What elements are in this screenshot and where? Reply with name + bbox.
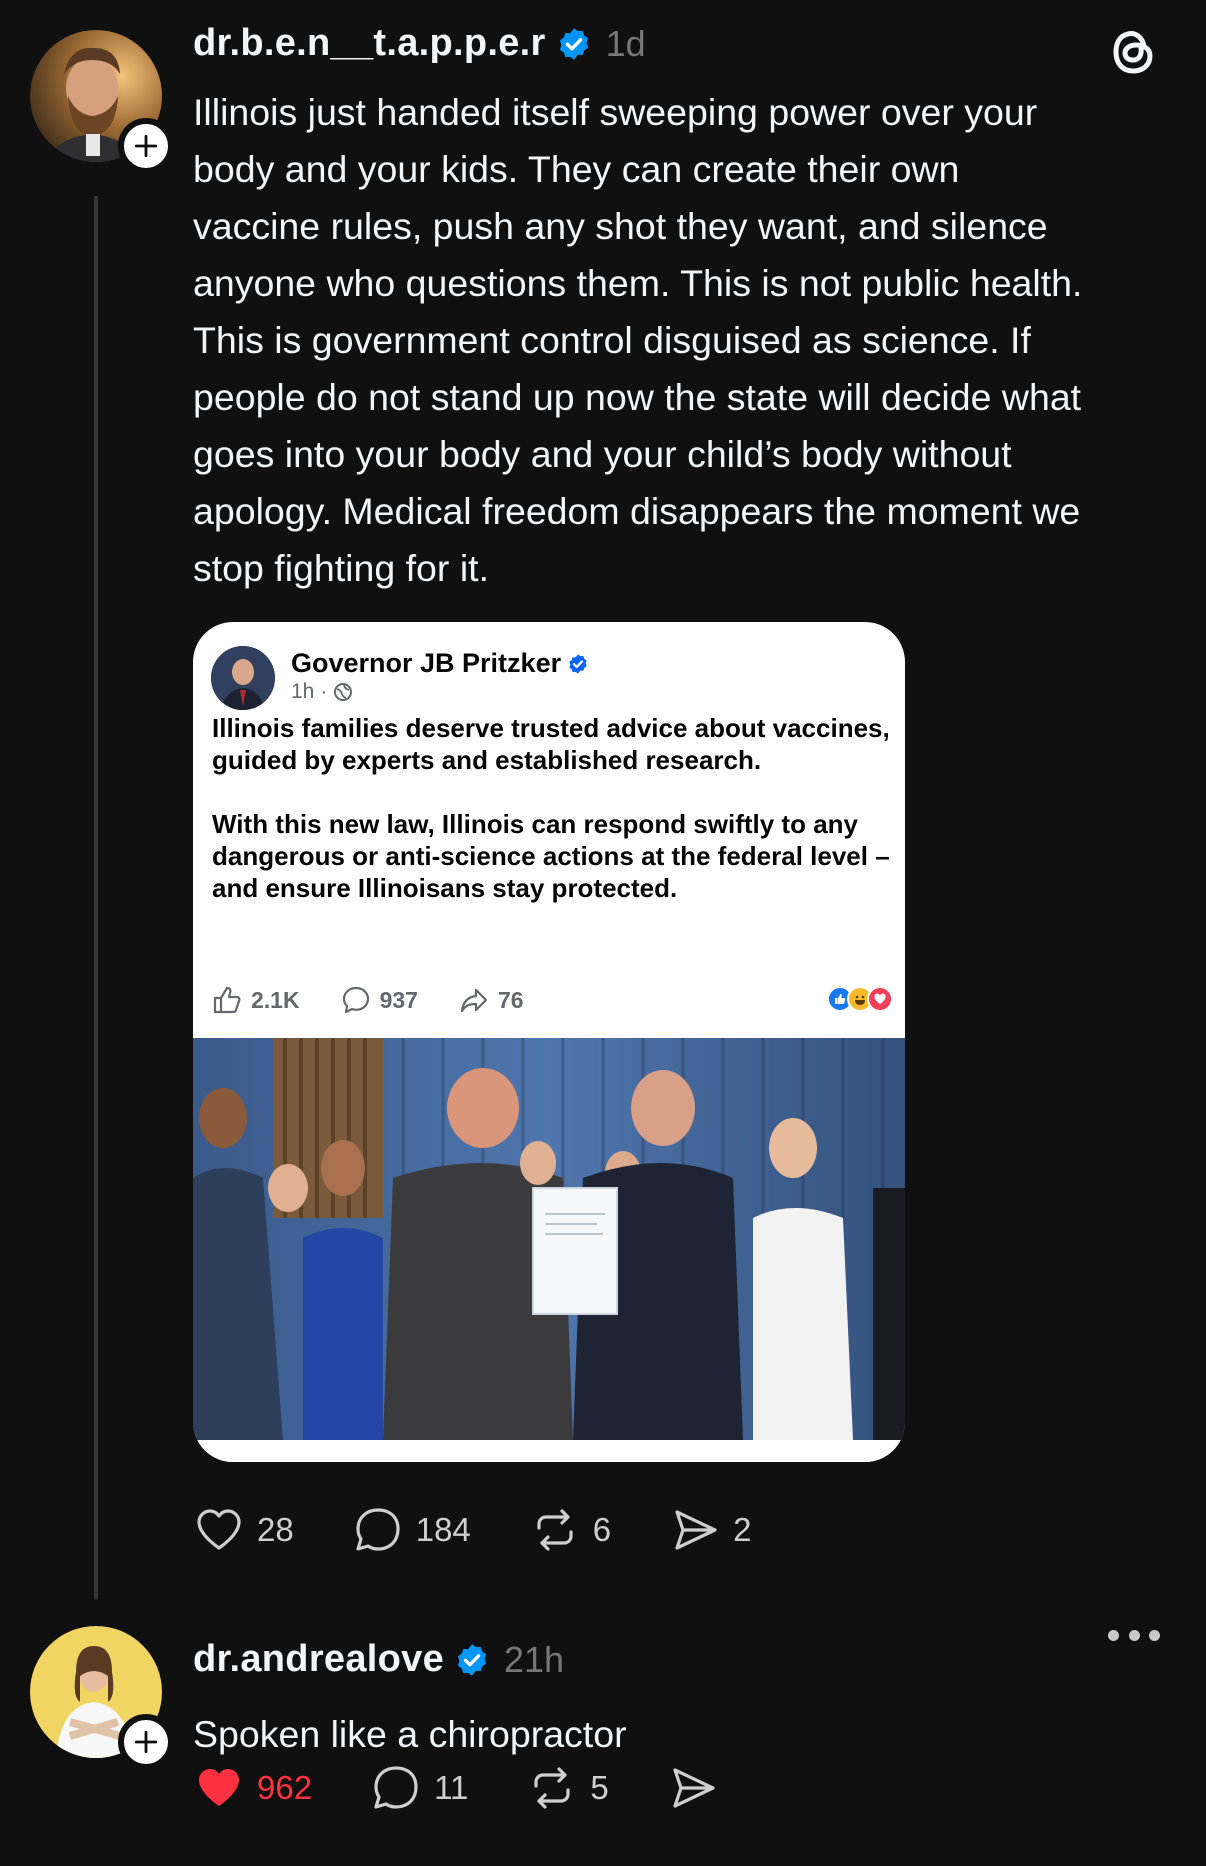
reply-action-row: [193, 1762, 719, 1814]
fb-paragraph: Illinois families deserve trusted advice about vaccines, guided by experts and established research.: [212, 713, 890, 775]
share-button[interactable]: [667, 1762, 719, 1814]
fb-post-time: 1h: [291, 680, 315, 703]
dot: [1108, 1630, 1119, 1641]
fb-post-meta: [291, 680, 353, 704]
dot: [1149, 1630, 1160, 1641]
post-text-line: body and your kids. They can create their own: [193, 148, 960, 190]
repost-icon: [526, 1762, 578, 1814]
like-button[interactable]: [193, 1762, 312, 1814]
post-header: [193, 22, 646, 65]
repost-count: 6: [592, 1511, 612, 1548]
post-text-line: stop fighting for it.: [193, 547, 489, 589]
fb-verified-badge-icon: [567, 653, 589, 675]
verified-badge-icon: [556, 26, 592, 62]
post-text-line: This is government control disguised as science. If: [193, 319, 1031, 361]
repost-count: 5: [590, 1769, 609, 1806]
fb-like-stat: [211, 984, 300, 1016]
fb-comment-stat: [340, 984, 418, 1016]
reply-post: [0, 1600, 1206, 1866]
dot: [1129, 1630, 1140, 1641]
post-text: [193, 84, 1193, 597]
author-avatar[interactable]: [30, 30, 162, 162]
fb-engagement-row: [211, 984, 891, 1016]
repost-button[interactable]: [526, 1762, 608, 1814]
post-text-line: people do not stand up now the state will decide what: [193, 376, 1082, 418]
reply-time: 21h: [504, 1638, 565, 1680]
fb-like-count: 2.1K: [251, 986, 300, 1013]
post-action-row: [193, 1504, 752, 1556]
fb-post-text: [212, 712, 892, 904]
repost-button[interactable]: [529, 1504, 611, 1556]
like-button[interactable]: [193, 1504, 294, 1556]
fb-paragraph: With this new law, Illinois can respond swiftly to any dangerous or anti-science actions at the federal level – and ensure Illinoisans stay protected.: [212, 809, 890, 903]
more-options-icon[interactable]: [1108, 1628, 1160, 1642]
send-icon: [669, 1504, 721, 1556]
fb-name-row: [291, 648, 589, 679]
post-text-line: anyone who questions them. This is not public health.: [193, 262, 1083, 304]
fb-share-stat: [458, 984, 524, 1016]
send-icon: [667, 1762, 719, 1814]
fb-share-count: 76: [497, 986, 524, 1013]
comment-bubble-icon: [340, 984, 372, 1016]
like-count: 28: [257, 1511, 294, 1548]
post-text-line: goes into your body and your child’s body without: [193, 433, 1012, 475]
post-text-line: apology. Medical freedom disappears the moment we: [193, 490, 1081, 532]
reply-count: 184: [415, 1511, 471, 1548]
card-bottom-edge: [193, 1440, 905, 1462]
embedded-screenshot-card[interactable]: [193, 622, 905, 1462]
reply-username[interactable]: dr.andrealove: [193, 1638, 445, 1680]
follow-plus-button[interactable]: [118, 118, 174, 174]
comment-bubble-icon: [352, 1504, 404, 1556]
reply-button[interactable]: [370, 1762, 468, 1814]
fb-author-name: Governor JB Pritzker: [291, 648, 562, 678]
thumbs-up-icon: [211, 984, 243, 1016]
share-button[interactable]: [669, 1504, 751, 1556]
reply-header: [193, 1638, 564, 1681]
repost-icon: [529, 1504, 581, 1556]
reply-count: 11: [434, 1769, 469, 1806]
fb-post-header: [211, 646, 589, 710]
reply-button[interactable]: [352, 1504, 471, 1556]
plus-icon: [133, 1729, 159, 1755]
heart-filled-icon: [193, 1762, 245, 1814]
like-count: 962: [257, 1769, 313, 1806]
threads-logo-icon[interactable]: [1108, 24, 1158, 78]
fb-reaction-icons: [833, 986, 893, 1012]
verified-badge-icon: [454, 1642, 490, 1678]
comment-bubble-icon: [370, 1762, 422, 1814]
share-arrow-icon: [458, 984, 490, 1016]
thread-connector-line: [94, 196, 98, 1600]
bill-signing-photo: [193, 1038, 905, 1440]
share-count: 2: [733, 1511, 752, 1548]
fb-comment-count: 937: [379, 986, 418, 1013]
heart-icon: [193, 1504, 245, 1556]
fb-author-avatar: [211, 646, 275, 710]
fb-meta-separator: ·: [320, 680, 328, 703]
reply-text: Spoken like a chiropractor: [193, 1713, 627, 1755]
post-text-line: Illinois just handed itself sweeping power over your: [193, 91, 1038, 133]
follow-plus-button[interactable]: [118, 1714, 174, 1770]
plus-icon: [133, 133, 159, 159]
author-username[interactable]: dr.b.e.n__t.a.p.p.e.r: [193, 22, 546, 64]
reply-author-avatar[interactable]: [30, 1626, 162, 1758]
post-time: 1d: [605, 22, 646, 64]
post-text-line: vaccine rules, push any shot they want, and silence: [193, 205, 1048, 247]
globe-icon: [333, 682, 353, 702]
love-reaction-icon: [867, 986, 893, 1012]
